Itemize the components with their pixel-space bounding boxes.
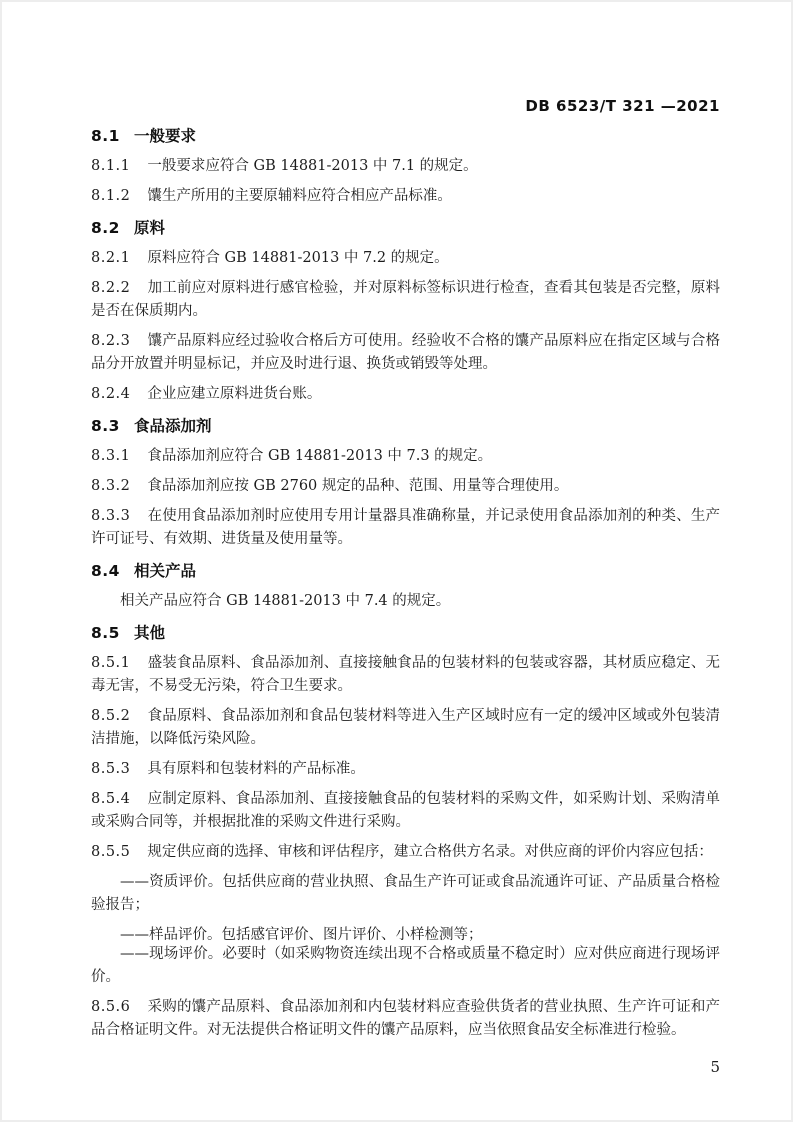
clause-text: 在使用食品添加剂时应使用专用计量器具准确称量，并记录使用食品添加剂的种类、生产许可证号、有效期、进货量及使用量等。 [91,508,720,547]
clause [91,758,720,781]
paragraph: 相关产品应符合 GB 14881-2013 中 7.4 的规定。 [120,593,451,609]
clause-number: 8.5.2 [91,708,131,724]
clause-number: 8.3.1 [91,448,131,464]
section-number: 8.5 [91,624,120,642]
clause [91,185,720,208]
clause-text: 加工前应对原料进行感官检验，并对原料标签标识进行检查，查看其包装是否完整，原料是否在保质期内。 [91,280,720,319]
clause-number: 8.1.2 [91,188,131,204]
clause-text: 食品添加剂应按 GB 2760 规定的品种、范围、用量等合理使用。 [147,478,569,494]
clause-text: 规定供应商的选择、审核和评估程序，建立合格供方名录。对供应商的评价内容应包括： [147,844,713,860]
section-title: 其他 [133,624,165,642]
clause [91,996,720,1042]
clause-text: 馕生产所用的主要原辅料应符合相应产品标准。 [147,188,452,204]
section-number: 8.1 [91,127,120,145]
clause-number: 8.5.6 [91,999,131,1015]
section-title: 原料 [133,219,165,237]
page-number: 5 [710,1058,720,1076]
clause [91,383,720,406]
section-heading [91,622,720,645]
clause-number: 8.2.3 [91,333,131,349]
clause-text: 具有原料和包装材料的产品标准。 [147,761,365,777]
clause [91,277,720,323]
clause [91,155,720,178]
clause-number: 8.5.3 [91,761,131,777]
section-heading [91,560,720,583]
section-heading [91,415,720,438]
clause-text: 采购的馕产品原料、食品添加剂和内包装材料应查验供货者的营业执照、生产许可证和产品合格证明文件。对无法提供合格证明文件的馕产品原料，应当依照食品安全标准进行检验。 [91,999,720,1038]
standard-code-header: DB 6523/T 321 —2021 [525,97,720,115]
clause-text: 原料应符合 GB 14881-2013 中 7.2 的规定。 [147,250,449,266]
clause [91,841,720,864]
section-title: 食品添加剂 [133,417,212,435]
clause [91,652,720,698]
dash-item: ——样品评价。包括感官评价、图片评价、小样检测等； [120,927,483,943]
document-content [91,125,720,1042]
section-title: 相关产品 [133,562,196,580]
clause [91,445,720,468]
clause-number: 8.3.2 [91,478,131,494]
clause-text: 一般要求应符合 GB 14881-2013 中 7.1 的规定。 [147,158,478,174]
section-number: 8.3 [91,417,120,435]
section-number: 8.4 [91,562,120,580]
clause [91,330,720,376]
clause-number: 8.3.3 [91,508,131,524]
clause-number: 8.5.1 [91,655,131,671]
clause-number: 8.5.4 [91,791,131,807]
clause-number: 8.2.2 [91,280,131,296]
section-heading [91,217,720,240]
section-number: 8.2 [91,219,120,237]
clause-number: 8.2.1 [91,250,131,266]
clause-text: 应制定原料、食品添加剂、直接接触食品的包装材料的采购文件，如采购计划、采购清单或采购合同等，并根据批准的采购文件进行采购。 [91,791,720,830]
clause-number: 8.1.1 [91,158,131,174]
clause [91,505,720,551]
clause-text: 盛装食品原料、食品添加剂、直接接触食品的包装材料的包装或容器，其材质应稳定、无毒无害，不易受无污染，符合卫生要求。 [91,655,720,694]
clause [91,247,720,270]
clause-text: 企业应建立原料进货台账。 [147,386,322,402]
section-heading [91,125,720,148]
clause [91,788,720,834]
clause-text: 馕产品原料应经过验收合格后方可使用。经验收不合格的馕产品原料应在指定区域与合格品分开放置并明显标记，并应及时进行退、换货或销毁等处理。 [91,333,720,372]
clause-text: 食品原料、食品添加剂和食品包装材料等进入生产区域时应有一定的缓冲区域或外包装清洁措施，以降低污染风险。 [91,708,720,747]
dash-item: ——现场评价。必要时（如采购物资连续出现不合格或质量不稳定时）应对供应商进行现场评价。 [91,946,720,985]
clause [91,705,720,751]
clause-text: 食品添加剂应符合 GB 14881-2013 中 7.3 的规定。 [147,448,493,464]
clause [91,475,720,498]
section-title: 一般要求 [133,127,196,145]
clause-number: 8.5.5 [91,844,131,860]
clause-number: 8.2.4 [91,386,131,402]
dash-item: ——资质评价。包括供应商的营业执照、食品生产许可证或食品流通许可证、产品质量合格检验报告； [91,874,720,913]
